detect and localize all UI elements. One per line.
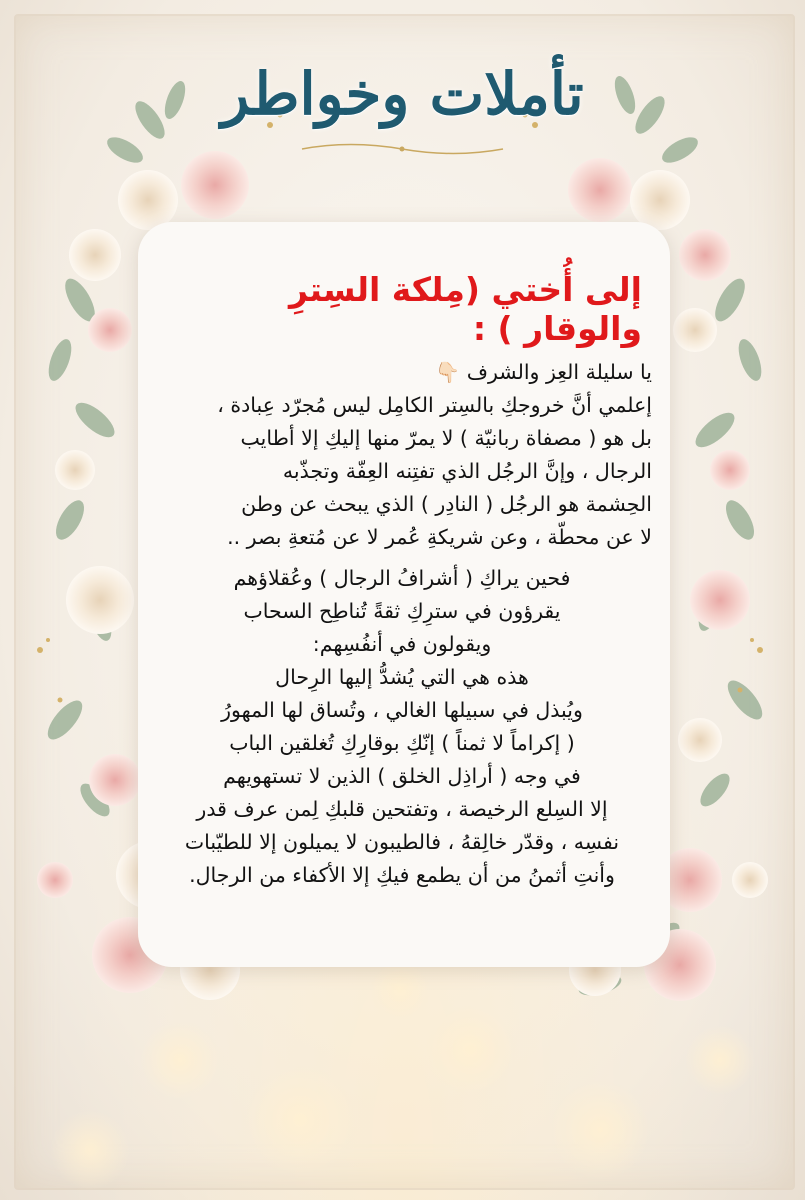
paragraph-2	[152, 562, 652, 892]
greeting-line: يا سليلة العِز والشرف 👇🏻	[435, 360, 652, 384]
text-line: إلا السِلع الرخيصة ، وتفتحين قلبكِ لِمن عرف قدر	[196, 797, 608, 821]
text-line: بل هو ( مصفاة ربانيّة ) لا يمرّ منها إليكِ إلا أطايب	[240, 426, 652, 450]
card-heading: إلى أُختي (مِلكة السِترِ والوقار ) :	[289, 270, 642, 348]
title-flourish	[300, 142, 505, 156]
text-line: ( إكراماً لا ثمناً ) إنّكِ بوقارِكِ تُغلقين الباب	[229, 731, 575, 755]
text-line: هذه هي التي يُشدُّ إليها الرِحال	[275, 665, 529, 689]
bokeh-lights	[50, 960, 755, 1190]
text-line: ويقولون في أنفُسِهم:	[312, 632, 492, 656]
text-line: في وجه ( أراذِل الخلق ) الذين لا تستهويهم	[223, 764, 581, 788]
text-line: ويُبذل في سبيلها الغالي ، وتُساق لها المهورُ	[221, 698, 583, 722]
text-line: الحِشمة هو الرجُل ( النادِر ) الذي يبحث عن وطن	[241, 492, 652, 516]
text-line: يقرؤون في سترِكِ ثقةً تُناطِح السحاب	[243, 599, 561, 623]
text-line: لا عن محطّة ، وعن شريكةِ عُمر لا عن مُتعةِ بصر ..	[227, 525, 652, 549]
text-line: نفسِه ، وقدّر خالِقهُ ، فالطيبون لا يميلون إلا للطيّبات	[184, 830, 620, 854]
finger-pointing-down-icon: 👇🏻	[435, 360, 461, 384]
paragraph-1	[152, 356, 652, 554]
text-line: الرجال ، وإنَّ الرجُل الذي تفتِنه العِفّة وتجذّبه	[282, 459, 652, 483]
text-line: وأنتِ أثمنُ من أن يطمع فيكِ إلا الأكفاء من الرجال.	[189, 863, 615, 887]
text-line: فحين يراكِ ( أشرافُ الرجال ) وعُقلاؤهم	[233, 566, 571, 590]
message-card	[138, 222, 670, 967]
poster-title: تأملات وخواطر	[221, 60, 584, 128]
text-line: إعلمي أنَّ خروجكِ بالسِتر الكامِل ليس مُجرّد عِبادة ،	[217, 393, 652, 417]
